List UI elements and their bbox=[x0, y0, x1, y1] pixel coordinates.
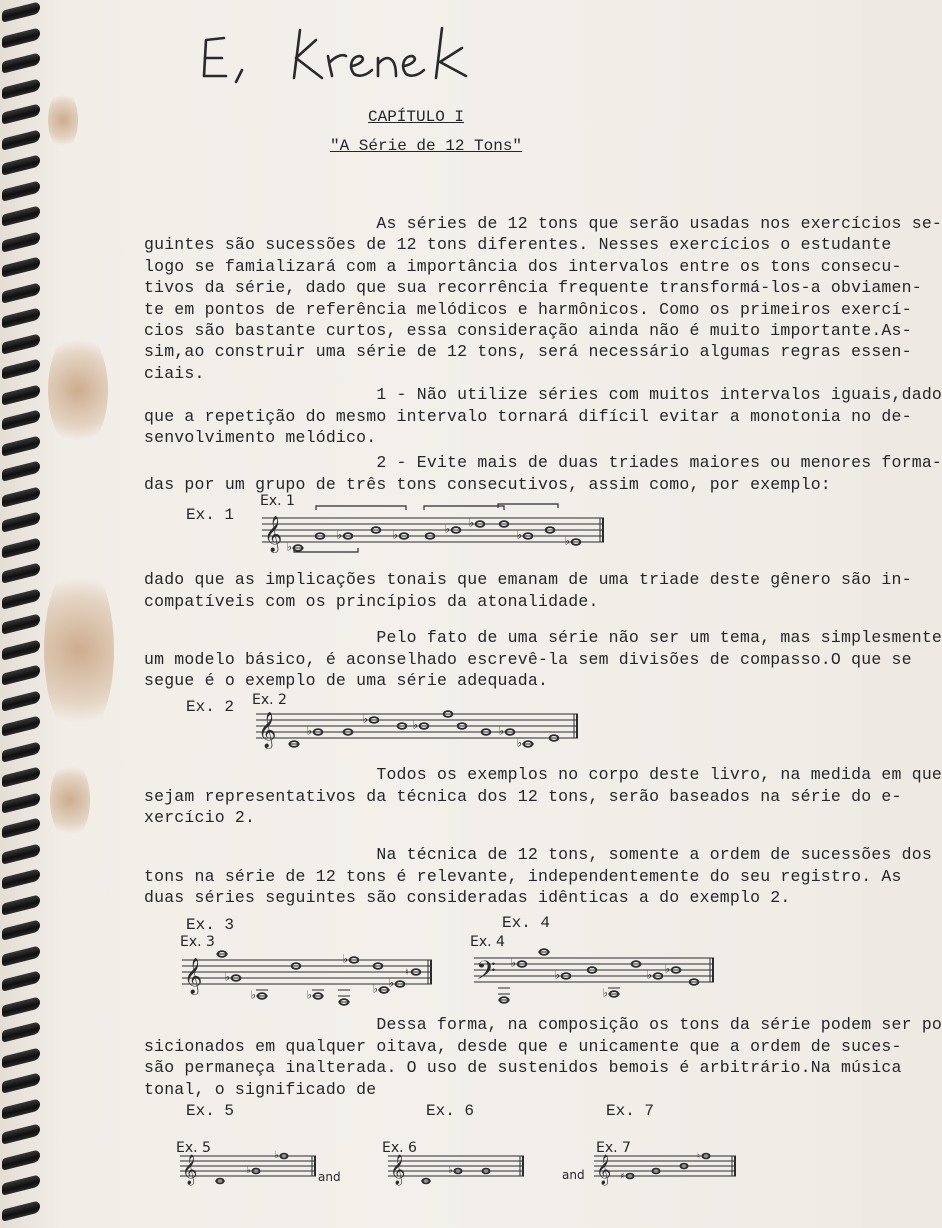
svg-text:♭: ♭ bbox=[602, 985, 608, 1000]
bass-clef-icon: 𝄢 bbox=[476, 956, 497, 992]
binding-coil bbox=[2, 1072, 40, 1093]
binding-coil bbox=[2, 282, 40, 303]
binding-coil bbox=[2, 639, 40, 660]
whole-note bbox=[603, 985, 620, 999]
binding-coil bbox=[2, 78, 40, 99]
treble-clef-icon: 𝄞 bbox=[184, 958, 203, 994]
svg-text:♭: ♭ bbox=[362, 711, 368, 726]
svg-text:♮: ♮ bbox=[405, 967, 409, 978]
triad-bracket bbox=[424, 506, 504, 510]
svg-text:♭: ♭ bbox=[246, 1165, 251, 1176]
binding-coil bbox=[2, 1174, 40, 1195]
engraved-label-ex3: Ex. 3 bbox=[180, 934, 215, 950]
binding-coil bbox=[2, 27, 40, 48]
example-7-label: Ex. 7 bbox=[606, 1102, 655, 1120]
text-line: ciais. bbox=[144, 363, 205, 383]
example-2-label: Ex. 2 bbox=[186, 698, 235, 716]
rust-stain bbox=[48, 90, 78, 150]
music-staff-ex5 bbox=[176, 1150, 320, 1196]
binding-coil bbox=[2, 741, 40, 762]
whole-note bbox=[307, 987, 324, 1001]
svg-text:♭: ♭ bbox=[306, 987, 312, 1002]
chapter-title: CAPÍTULO I bbox=[368, 108, 465, 126]
rust-stain bbox=[44, 560, 114, 740]
binding-coil bbox=[2, 409, 40, 430]
whole-note bbox=[538, 949, 550, 955]
binding-coil bbox=[2, 358, 40, 379]
binding-coil bbox=[2, 129, 40, 150]
treble-clef-icon: 𝄞 bbox=[264, 516, 283, 552]
text-line: compatíveis com os princípios da atonalidade. bbox=[144, 591, 599, 611]
binding-coil bbox=[2, 1123, 40, 1144]
text-line: sejam representativos da técnica dos 12 tons, serão baseados na série do e- bbox=[144, 786, 902, 806]
svg-text:♭: ♭ bbox=[286, 539, 292, 554]
triad-bracket bbox=[316, 506, 406, 510]
svg-text:♮: ♮ bbox=[697, 1151, 700, 1161]
engraved-label-ex5: Ex. 5 bbox=[176, 1140, 211, 1156]
svg-text:♯: ♯ bbox=[620, 1171, 625, 1181]
engraved-label-ex4: Ex. 4 bbox=[470, 934, 505, 950]
svg-text:♭: ♭ bbox=[274, 1150, 279, 1161]
svg-text:♭: ♭ bbox=[468, 515, 474, 530]
example-4-label: Ex. 4 bbox=[502, 914, 551, 932]
music-staff-ex1 bbox=[258, 508, 608, 560]
text-line: 1 - Não utilize séries com muitos intervalos iguais,dado bbox=[144, 385, 942, 404]
music-staff-ex3 bbox=[178, 946, 436, 1006]
svg-text:♭: ♭ bbox=[498, 723, 504, 738]
whole-note bbox=[216, 951, 228, 957]
svg-text:♭: ♭ bbox=[564, 533, 570, 548]
binding-coil bbox=[2, 868, 40, 889]
rust-stain bbox=[48, 330, 108, 450]
engraved-label-ex2: Ex. 2 bbox=[252, 692, 287, 708]
svg-text:♭: ♭ bbox=[224, 969, 230, 984]
treble-clef-icon: 𝄞 bbox=[596, 1155, 612, 1185]
svg-text:♭: ♭ bbox=[392, 527, 398, 542]
binding-coil bbox=[2, 1098, 40, 1119]
svg-text:♭: ♭ bbox=[444, 521, 450, 536]
svg-text:♭: ♭ bbox=[448, 1165, 453, 1176]
example-1-label: Ex. 1 bbox=[186, 506, 235, 524]
text-line: Todos os exemplos no corpo deste livro, na medida em que bbox=[144, 765, 942, 784]
engraved-label-ex7: Ex. 7 bbox=[596, 1140, 631, 1156]
music-staff-ex6 bbox=[384, 1150, 528, 1196]
binding-coil bbox=[2, 205, 40, 226]
binding-coil bbox=[2, 690, 40, 711]
binding-coil bbox=[2, 537, 40, 558]
binding-coil bbox=[2, 231, 40, 252]
text-line: sicionados em qualquer oitava, desde que e unicamente que a ordem de suces- bbox=[144, 1036, 902, 1056]
svg-text:♭: ♭ bbox=[306, 723, 312, 738]
whole-note bbox=[251, 987, 268, 1001]
text-line: segue é o exemplo de uma série adequada. bbox=[144, 671, 549, 690]
binding-coil bbox=[2, 486, 40, 507]
example-5-label: Ex. 5 bbox=[186, 1102, 235, 1120]
music-staff-ex4 bbox=[470, 946, 718, 1000]
binding-coil bbox=[2, 996, 40, 1017]
binding-coil bbox=[2, 460, 40, 481]
spiral-binding bbox=[0, 0, 44, 1228]
music-staff-ex2 bbox=[252, 706, 582, 756]
rust-stain bbox=[50, 760, 90, 840]
text-line: 2 - Evite mais de duas triades maiores ou menores forma- bbox=[144, 453, 942, 472]
whole-note bbox=[498, 988, 510, 1003]
treble-clef-icon: 𝄞 bbox=[182, 1155, 198, 1185]
binding-coil bbox=[2, 1021, 40, 1042]
text-line: guintes são sucessões de 12 tons diferentes. Nesses exercícios o estudante bbox=[144, 235, 892, 255]
binding-coil bbox=[2, 588, 40, 609]
chapter-subtitle: "A Série de 12 Tons" bbox=[330, 137, 523, 155]
binding-coil bbox=[2, 919, 40, 940]
svg-text:♭: ♭ bbox=[516, 735, 522, 750]
binding-coil bbox=[2, 333, 40, 354]
binding-coil bbox=[2, 154, 40, 175]
svg-text:♭: ♭ bbox=[388, 975, 394, 990]
and-label-1: and bbox=[318, 1170, 341, 1184]
svg-text:♭: ♭ bbox=[510, 955, 516, 970]
binding-coil bbox=[2, 766, 40, 787]
binding-coil bbox=[2, 894, 40, 915]
binding-coil bbox=[2, 664, 40, 685]
text-line: Na técnica de 12 tons, somente a ordem de sucessões dos bbox=[144, 845, 932, 864]
engraved-label-ex6: Ex. 6 bbox=[382, 1140, 417, 1156]
svg-text:♭: ♭ bbox=[336, 527, 342, 542]
whole-note bbox=[215, 1179, 225, 1184]
binding-coil bbox=[2, 817, 40, 838]
svg-text:♭: ♭ bbox=[342, 951, 348, 966]
text-line: senvolvimento melódico. bbox=[144, 428, 377, 447]
example-6-label: Ex. 6 bbox=[426, 1102, 475, 1120]
svg-text:♭: ♭ bbox=[664, 961, 670, 976]
text-line: das por um grupo de três tons consecutivos, assim como, por exemplo: bbox=[144, 474, 831, 494]
svg-text:♭: ♭ bbox=[646, 967, 652, 982]
text-line: tons na série de 12 tons é relevante, independentemente do seu registro. As bbox=[144, 866, 902, 886]
text-line: As séries de 12 tons que serão usadas nos exercícios se- bbox=[144, 214, 942, 233]
whole-note bbox=[338, 990, 350, 1005]
binding-coil bbox=[2, 1047, 40, 1068]
svg-text:♭: ♭ bbox=[554, 967, 560, 982]
music-staff-ex7 bbox=[590, 1150, 740, 1196]
engraved-label-ex1: Ex. 1 bbox=[260, 493, 295, 509]
text-line: dado que as implicações tonais que emanam de uma triade deste gênero são in- bbox=[144, 570, 912, 589]
binding-coil bbox=[2, 970, 40, 991]
text-line: cios são bastante curtos, essa consideração ainda não é muito importante.As- bbox=[144, 321, 912, 340]
and-label-2: and bbox=[562, 1168, 585, 1182]
text-line: sim,ao construir uma série de 12 tons, será necessário algumas regras essen- bbox=[144, 342, 912, 362]
text-line: duas séries seguintes são consideradas idênticas a do exemplo 2. bbox=[144, 888, 791, 907]
whole-note bbox=[421, 1179, 431, 1184]
triad-bracket bbox=[294, 548, 358, 552]
text-line: Dessa forma, na composição os tons da série podem ser po bbox=[144, 1015, 942, 1034]
binding-coil bbox=[2, 180, 40, 201]
binding-coil bbox=[2, 843, 40, 864]
text-line: que a repetição do mesmo intervalo tornará difícil evitar a monotonia no de- bbox=[144, 406, 912, 426]
binding-coil bbox=[2, 945, 40, 966]
text-line: xercício 2. bbox=[144, 808, 256, 827]
text-line: um modelo básico, é aconselhado escrevê-la sem divisões de compasso.O que se bbox=[144, 649, 912, 669]
svg-text:♭: ♭ bbox=[372, 981, 378, 996]
binding-coil bbox=[2, 307, 40, 328]
text-line: tivos da série, dado que sua recorrência frequente transformá-los-a obviamen- bbox=[144, 278, 922, 298]
text-line: logo se famializará com a importância dos intervalos entre os tons consecu- bbox=[144, 256, 902, 276]
binding-coil bbox=[2, 1, 40, 22]
example-3-label: Ex. 3 bbox=[186, 916, 235, 934]
binding-coil bbox=[2, 511, 40, 532]
binding-coil bbox=[2, 715, 40, 736]
binding-coil bbox=[2, 384, 40, 405]
binding-coil bbox=[2, 52, 40, 73]
whole-note bbox=[288, 741, 300, 747]
whole-note bbox=[343, 951, 359, 965]
binding-coil bbox=[2, 562, 40, 583]
text-line: são permaneça inalterada. O uso de sustenidos bemois é arbitrário.Na música bbox=[144, 1058, 902, 1077]
binding-coil bbox=[2, 435, 40, 456]
triad-bracket bbox=[498, 504, 558, 508]
binding-coil bbox=[2, 792, 40, 813]
binding-coil bbox=[2, 103, 40, 124]
binding-coil bbox=[2, 1149, 40, 1170]
svg-text:♭: ♭ bbox=[412, 717, 418, 732]
svg-text:♭: ♭ bbox=[516, 527, 522, 542]
treble-clef-icon: 𝄞 bbox=[258, 712, 277, 748]
author-signature bbox=[190, 18, 530, 88]
text-line: te em pontos de referência melódicos e harmônicos. Como os primeiros exercí- bbox=[144, 299, 912, 319]
text-line: Pelo fato de uma série não ser um tema, mas simplesmente bbox=[144, 628, 942, 647]
text-line: tonal, o significado de bbox=[144, 1079, 377, 1099]
treble-clef-icon: 𝄞 bbox=[390, 1155, 406, 1185]
binding-coil bbox=[2, 1200, 40, 1221]
binding-coil bbox=[2, 613, 40, 634]
binding-coil bbox=[2, 256, 40, 277]
svg-text:♭: ♭ bbox=[250, 987, 256, 1002]
